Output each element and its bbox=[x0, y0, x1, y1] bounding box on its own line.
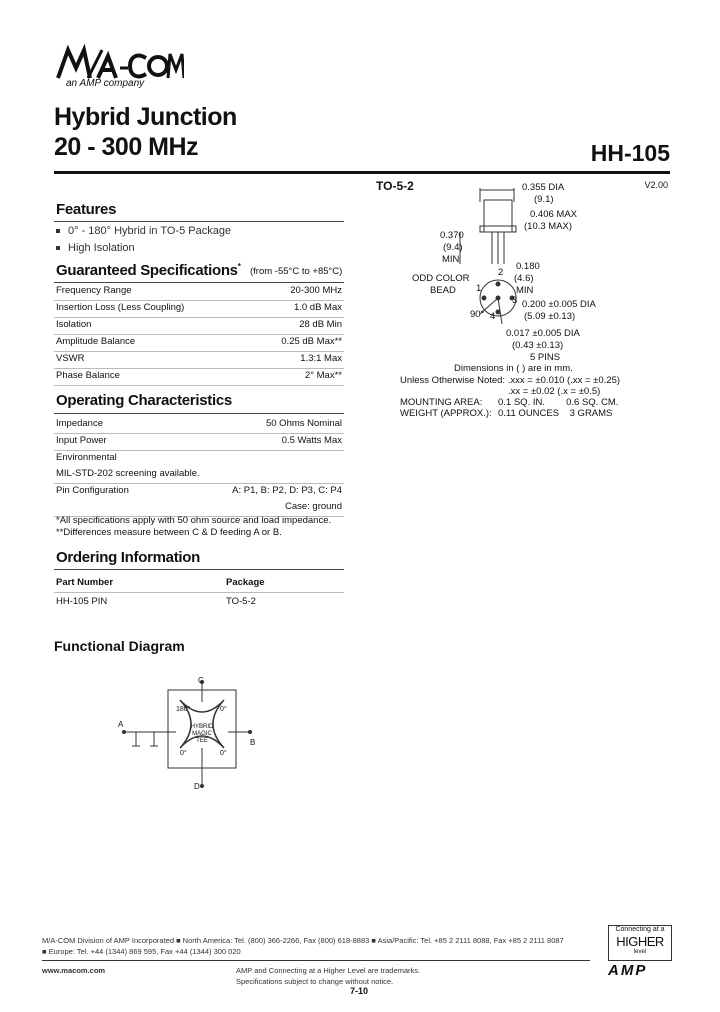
dims-note: Dimensions in ( ) are in mm. bbox=[454, 363, 573, 374]
feature-item: 0° - 180° Hybrid in TO-5 Package bbox=[56, 225, 231, 237]
footer-website: www.macom.com bbox=[42, 966, 106, 975]
version: V2.00 bbox=[644, 180, 668, 190]
table-row: Case: ground bbox=[54, 500, 344, 517]
footer-rule bbox=[42, 960, 590, 961]
diagram-label-0-br: 0° bbox=[220, 750, 227, 757]
table-row: Impedance 50 Ohms Nominal bbox=[54, 417, 344, 434]
dim-diameter: 0.355 DIA bbox=[522, 182, 565, 193]
footer-trademark: AMP and Connecting at a Higher Level are trademarks. bbox=[236, 966, 421, 975]
dim-lead-min: MIN bbox=[442, 254, 460, 265]
operating-heading: Operating Characteristics bbox=[56, 392, 232, 409]
logo-tagline: an AMP company bbox=[66, 78, 145, 89]
page-number: 7-10 bbox=[350, 986, 369, 996]
title-line1: Hybrid Junction bbox=[54, 103, 237, 131]
dim-body-dia: 0.200 ±0.005 DIA bbox=[522, 299, 596, 310]
bead-label: BEAD bbox=[430, 285, 456, 296]
operating-rule bbox=[54, 413, 344, 414]
ordering-heading: Ordering Information bbox=[56, 549, 201, 566]
diagram-label-0-tr: 0° bbox=[220, 706, 227, 713]
note: **Differences measure between C & D feeding A or B. bbox=[56, 527, 282, 538]
ordering-row-rule bbox=[54, 592, 344, 593]
amp-logo: AMP bbox=[608, 962, 648, 979]
part-number: HH-105 bbox=[590, 140, 670, 166]
guaranteed-heading: Guaranteed Specifications* bbox=[56, 262, 241, 279]
ordering-package: TO-5-2 bbox=[226, 596, 256, 607]
pin-1: 1 bbox=[476, 283, 482, 294]
title-line2: 20 - 300 MHz bbox=[54, 133, 199, 161]
dim-body-dia-mm: (5.09 ±0.13) bbox=[524, 311, 576, 322]
weight-value: 0.11 OUNCES 3 GRAMS bbox=[498, 408, 613, 419]
functional-heading: Functional Diagram bbox=[54, 638, 185, 654]
table-row: MIL-STD-202 screening available. bbox=[54, 467, 344, 484]
ordering-col-package: Package bbox=[226, 577, 265, 588]
diagram-label-d: D bbox=[194, 782, 200, 791]
features-rule bbox=[54, 221, 344, 222]
diagram-label-180: 180° bbox=[176, 706, 191, 713]
mounting-value: 0.1 SQ. IN. 0.6 SQ. CM. bbox=[498, 397, 619, 408]
mounting-label: MOUNTING AREA: bbox=[400, 397, 483, 408]
weight-label: WEIGHT (APPROX.): bbox=[400, 408, 492, 419]
ordering-col-part: Part Number bbox=[56, 577, 114, 588]
table-row: VSWR 1.3:1 Max bbox=[54, 352, 344, 369]
dim-lead-mm: (9.4) bbox=[443, 242, 463, 253]
diagram-label-0-bl: 0° bbox=[180, 750, 187, 757]
dim-pin-circle-min: MIN bbox=[516, 285, 534, 296]
pin-2: 2 bbox=[498, 267, 504, 278]
table-row: Frequency Range 20-300 MHz bbox=[54, 284, 344, 301]
table-row: Amplitude Balance 0.25 dB Max** bbox=[54, 335, 344, 352]
note: *All specifications apply with 50 ohm source and load impedance. bbox=[56, 515, 332, 526]
guaranteed-rule bbox=[54, 282, 344, 283]
footer-contacts: M/A-COM Division of AMP Incorporated ■ North America: Tel. (800) 366-2266, Fax (800) 618-8883 ■ Asia/Pacific: Tel. +85 2 2111 8088, Fax +85 2 2111 8087 bbox=[42, 936, 564, 945]
footer-spec-note: Specifications subject to change without notice. bbox=[236, 977, 394, 986]
angle-label: 90° bbox=[470, 309, 485, 320]
tolerance-2: .xx = ±0.02 (.x = ±0.5) bbox=[508, 386, 601, 397]
dim-pin-dia: 0.017 ±0.005 DIA bbox=[506, 328, 580, 339]
temperature-range: (from -55°C to +85°C) bbox=[250, 266, 343, 277]
features-heading: Features bbox=[56, 201, 117, 218]
odd-color-label: ODD COLOR bbox=[412, 273, 470, 284]
table-row: Phase Balance 2° Max** bbox=[54, 369, 344, 386]
diagram-center-label: HYBRID MAGIC TEE bbox=[190, 724, 214, 744]
package-title: TO-5-2 bbox=[376, 179, 414, 193]
higher-badge: Connecting at a HIGHER level bbox=[608, 925, 672, 961]
dim-height: 0.406 MAX bbox=[530, 209, 577, 220]
table-row: Input Power 0.5 Watts Max bbox=[54, 434, 344, 451]
operating-table bbox=[54, 417, 344, 517]
table-row: Insertion Loss (Less Coupling) 1.0 dB Max bbox=[54, 301, 344, 318]
header-rule bbox=[54, 171, 670, 174]
dim-diameter-mm: (9.1) bbox=[534, 194, 554, 205]
table-row: Pin Configuration A: P1, B: P2, D: P3, C: P4 bbox=[56, 485, 342, 496]
table-row: Environmental bbox=[56, 452, 117, 463]
pin-3: 3 bbox=[512, 295, 518, 306]
footer-europe: ■ Europe: Tel. +44 (1344) 869 595, Fax +44 (1344) 300 020 bbox=[42, 947, 241, 956]
diagram-label-a: A bbox=[118, 720, 124, 729]
ordering-part: HH-105 PIN bbox=[56, 596, 108, 607]
pin-4: 4 bbox=[490, 311, 496, 322]
diagram-label-c: C bbox=[198, 676, 204, 685]
table-row: Isolation 28 dB Min bbox=[54, 318, 344, 335]
ordering-rule bbox=[54, 569, 344, 570]
dim-pin-circle: 0.180 bbox=[516, 261, 540, 272]
dim-pin-dia-mm: (0.43 ±0.13) bbox=[512, 340, 564, 351]
guaranteed-table bbox=[54, 284, 344, 386]
diagram-label-b: B bbox=[250, 738, 256, 747]
tolerance-1: Unless Otherwise Noted: .xxx = ±0.010 (.xx = ±0.25) bbox=[400, 375, 621, 386]
pin-count: 5 PINS bbox=[530, 352, 561, 363]
dim-pin-circle-mm: (4.6) bbox=[514, 273, 534, 284]
dim-lead: 0.370 bbox=[440, 230, 464, 241]
dim-height-mm: (10.3 MAX) bbox=[524, 221, 573, 232]
feature-item: High Isolation bbox=[56, 242, 135, 254]
